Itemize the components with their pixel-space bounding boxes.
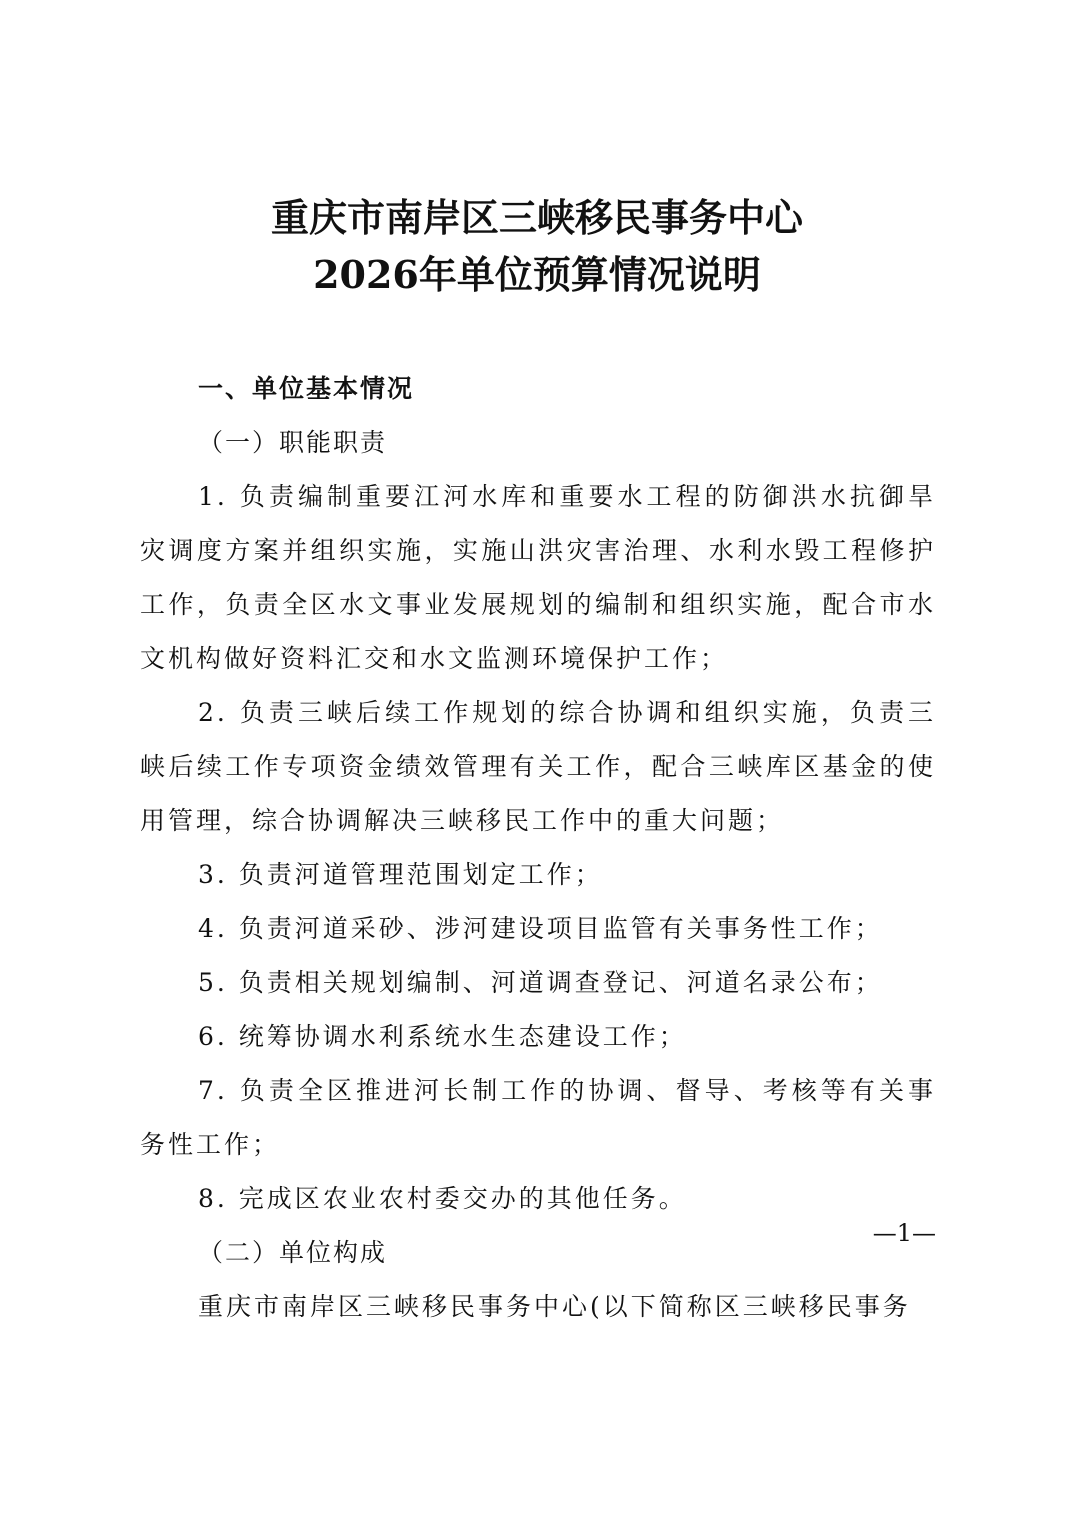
duty-item-2: 2. 负责三峡后续工作规划的综合协调和组织实施，负责三峡后续工作专项资金绩效管理有关工作，配合三峡库区基金的使用管理，综合协调解决三峡移民工作中的重大问题；: [140, 698, 936, 835]
duty-item-3: 3. 负责河道管理范围划定工作；: [198, 860, 603, 889]
section-heading-basic-info: 一、单位基本情况: [198, 374, 415, 403]
duty-item-7: 7. 负责全区推进河长制工作的协调、督导、考核等有关事务性工作；: [140, 1076, 936, 1159]
duty-item-4: 4. 负责河道采砂、涉河建设项目监管有关事务性工作；: [198, 914, 883, 943]
subsection-heading-composition: （二）单位构成: [198, 1238, 388, 1267]
document-body: [140, 362, 936, 1334]
duty-item-5: 5. 负责相关规划编制、河道调查登记、河道名录公布；: [198, 968, 883, 997]
document-title-line2: 2026年单位预算情况说明: [313, 252, 761, 297]
page-number: —1—: [872, 1219, 936, 1247]
document-title-line1: 重庆市南岸区三峡移民事务中心: [270, 195, 803, 240]
subsection-heading-duties: （一）职能职责: [198, 428, 388, 457]
duty-item-1: 1. 负责编制重要江河水库和重要水工程的防御洪水抗御旱灾调度方案并组织实施，实施山洪灾害治理、水利水毁工程修护工作，负责全区水文事业发展规划的编制和组织实施，配合市水文机构做好资料汇交和水文监测环境保护工作；: [140, 482, 936, 673]
duty-item-8: 8. 完成区农业农村委交办的其他任务。: [198, 1184, 687, 1213]
duty-item-6: 6. 统筹协调水利系统水生态建设工作；: [198, 1022, 687, 1051]
composition-paragraph: 重庆市南岸区三峡移民事务中心(以下简称区三峡移民事务: [198, 1292, 911, 1321]
